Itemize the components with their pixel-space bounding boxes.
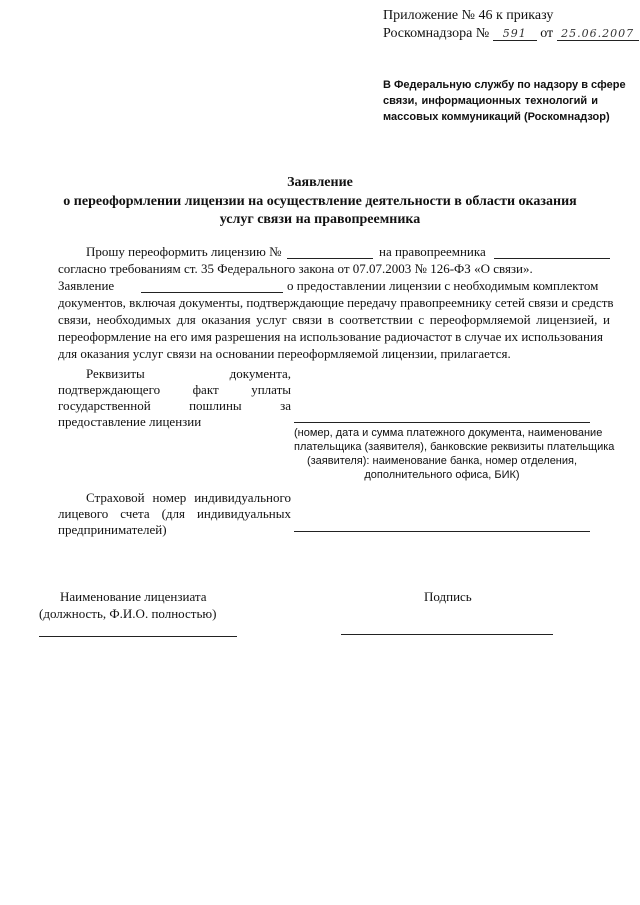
insurance-label-1 bbox=[86, 490, 291, 506]
fee-hint-2: плательщика (заявителя), банковские реквизиты плательщика bbox=[294, 441, 615, 453]
insurance-word: счета bbox=[120, 506, 150, 521]
order-reference bbox=[383, 26, 639, 42]
fee-hint-4: дополнительного офиса, БИК) bbox=[364, 469, 520, 481]
fee-word: документа, bbox=[229, 366, 291, 381]
order-number-field[interactable]: 591 bbox=[493, 27, 537, 41]
signature-label: Подпись bbox=[424, 589, 472, 604]
fee-word: уплаты bbox=[251, 382, 291, 397]
insurance-word: номер bbox=[152, 490, 187, 505]
application-text-3 bbox=[58, 312, 610, 328]
appendix-line: Приложение № 46 к приказу bbox=[383, 8, 554, 23]
signature-field[interactable] bbox=[341, 634, 553, 635]
insurance-number-field[interactable] bbox=[294, 531, 590, 532]
application-text-5: для оказания услуг связи на основании переоформляемой лицензии, прилагается. bbox=[58, 346, 511, 361]
application-text-2: документов, включая документы, подтверждающие передачу правопреемнику сетей связи и средств bbox=[58, 295, 614, 310]
order-from: от bbox=[540, 26, 554, 41]
addressee-line-2 bbox=[383, 95, 598, 107]
fee-label-1 bbox=[86, 366, 291, 382]
document-subtitle-2: услуг связи на правопреемника bbox=[219, 212, 421, 227]
application-text-1: о предоставлении лицензии с необходимым комплектом bbox=[287, 278, 599, 293]
licensee-name-field[interactable] bbox=[39, 636, 237, 637]
body-word: связи, bbox=[58, 312, 92, 327]
body-word: лицензией, bbox=[536, 312, 598, 327]
request-law-line: согласно требованиям ст. 35 Федерального закона от 07.07.2003 № 126-ФЗ «О связи». bbox=[58, 261, 533, 276]
insurance-word: индивидуальных bbox=[196, 506, 291, 521]
document-subtitle-1: о переоформлении лицензии на осуществление деятельности в области оказания bbox=[63, 194, 577, 209]
body-word: необходимых bbox=[96, 312, 172, 327]
body-word: связи bbox=[292, 312, 323, 327]
request-text-2: на правопреемника bbox=[379, 244, 486, 259]
fee-hint-3: (заявителя): наименование банка, номер отделения, bbox=[306, 455, 578, 467]
fee-word: за bbox=[280, 398, 291, 413]
licensee-label-2: (должность, Ф.И.О. полностью) bbox=[39, 606, 217, 621]
body-word: с bbox=[418, 312, 425, 327]
insurance-word: (для bbox=[161, 506, 185, 521]
fee-label-3 bbox=[58, 398, 291, 414]
fee-word: пошлины bbox=[189, 398, 242, 413]
fee-label-2 bbox=[58, 382, 291, 398]
fee-word: государственной bbox=[58, 398, 151, 413]
fee-label-4: предоставление лицензии bbox=[58, 414, 202, 429]
fee-word: подтверждающего bbox=[58, 382, 161, 397]
application-text-4: переоформление на его имя разрешения на использование радиочастот в случае их использования bbox=[58, 329, 603, 344]
body-word: в bbox=[327, 312, 334, 327]
order-date-field[interactable]: 25.06.2007 bbox=[557, 27, 639, 41]
insurance-word: лицевого bbox=[58, 506, 109, 521]
insurance-word: Страховой bbox=[86, 490, 145, 505]
licensee-label-1: Наименование лицензиата bbox=[60, 589, 207, 604]
application-field[interactable] bbox=[141, 292, 283, 293]
addressee-word: и bbox=[591, 95, 598, 107]
addressee-word: технологий bbox=[524, 95, 588, 107]
insurance-label-3: предпринимателей) bbox=[58, 522, 167, 537]
addressee-line-3: массовых коммуникаций (Роскомнадзор) bbox=[383, 111, 610, 123]
body-word: оказания bbox=[201, 312, 251, 327]
fee-requisites-field[interactable] bbox=[294, 422, 590, 423]
body-word: переоформляемой bbox=[429, 312, 531, 327]
body-word: для bbox=[176, 312, 196, 327]
fee-word: факт bbox=[192, 382, 219, 397]
insurance-word: индивидуального bbox=[194, 490, 291, 505]
addressee-word: связи, bbox=[383, 95, 418, 107]
application-word: Заявление bbox=[58, 278, 115, 293]
body-word: соответствии bbox=[339, 312, 413, 327]
request-text-1: Прошу переоформить лицензию № bbox=[86, 244, 282, 259]
body-word: услуг bbox=[256, 312, 287, 327]
body-word: и bbox=[602, 312, 610, 327]
addressee-word: информационных bbox=[421, 95, 521, 107]
document-title: Заявление bbox=[287, 175, 353, 190]
successor-field[interactable] bbox=[494, 258, 610, 259]
order-prefix: Роскомнадзора № bbox=[383, 26, 490, 41]
addressee-line-1: В Федеральную службу по надзору в сфере bbox=[383, 79, 626, 91]
license-number-field[interactable] bbox=[287, 258, 373, 259]
insurance-label-2 bbox=[58, 506, 291, 522]
fee-hint-1: (номер, дата и сумма платежного документа, наименование bbox=[294, 427, 603, 439]
fee-word: Реквизиты bbox=[86, 366, 145, 381]
